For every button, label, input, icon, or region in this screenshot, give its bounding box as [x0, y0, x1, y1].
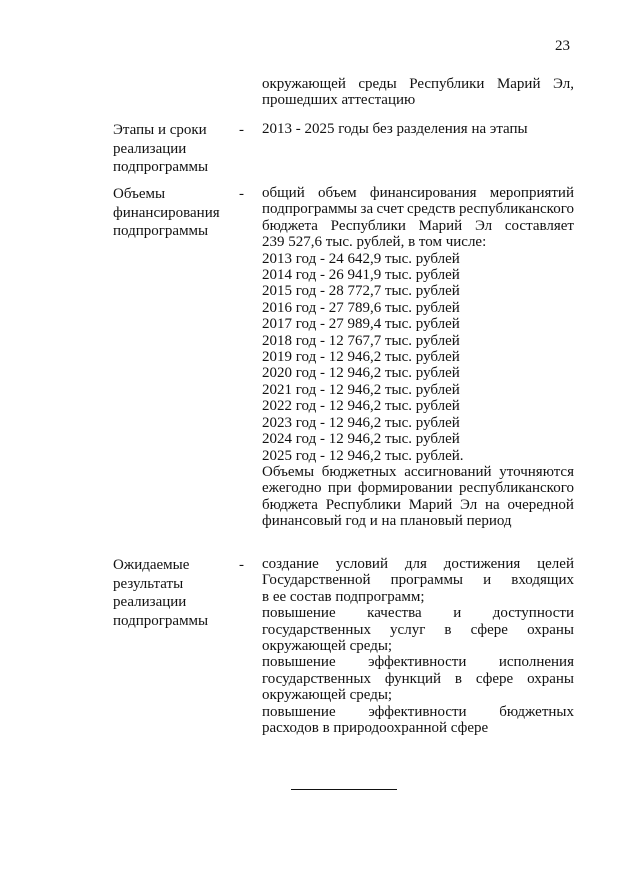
year-line: 2016 год - 27 789,6 тыс. рублей [262, 299, 460, 316]
word: эффективности [368, 703, 467, 720]
year-line: 2014 год - 26 941,9 тыс. рублей [262, 267, 460, 284]
word: охраны [527, 670, 574, 687]
content-line [262, 671, 574, 687]
word: окружающей [262, 76, 346, 92]
year-line: 2020 год - 12 946,2 тыс. рублей [262, 365, 460, 382]
word: входящих [511, 572, 574, 589]
content-line [262, 572, 574, 588]
section-dash: - [239, 122, 244, 138]
content-line [262, 464, 574, 480]
label-line: подпрограммы [113, 159, 209, 175]
content-line [262, 654, 574, 670]
word: государственных [262, 621, 371, 638]
section-content [262, 556, 574, 736]
label-line: результаты [113, 575, 184, 592]
word: при [327, 480, 352, 497]
word: в [454, 670, 462, 687]
word: составляет [504, 217, 574, 234]
word: повышение [262, 654, 336, 671]
word: ежегодно [262, 480, 322, 497]
word: формировании [357, 480, 453, 497]
section-dash: - [239, 186, 244, 202]
word: услуг [390, 621, 426, 638]
year-line: 2013 год - 24 642,9 тыс. рублей [262, 250, 460, 267]
word: на [485, 496, 500, 513]
word: функций [384, 670, 442, 687]
section-content [262, 185, 574, 530]
year-line: 2017 год - 27 989,4 тыс. рублей [262, 316, 460, 333]
word: эффективности [368, 654, 467, 671]
label-line: подпрограммы [113, 223, 209, 239]
word: бюджетных [321, 463, 397, 480]
year-line: 2025 год - 12 946,2 тыс. рублей. [262, 447, 464, 464]
word: бюджетных [499, 703, 574, 720]
content-line [262, 497, 574, 513]
word: сфере [470, 621, 508, 638]
word: качества [367, 605, 422, 622]
section-label [113, 185, 233, 241]
word: за [360, 201, 374, 218]
word: финансирования [369, 185, 477, 201]
label-line: реализации [113, 594, 187, 610]
word: Марий [496, 76, 541, 92]
content-line [262, 218, 574, 234]
word: программы [390, 572, 464, 589]
word: Республики [325, 496, 401, 513]
word: объем [317, 185, 357, 201]
word: республиканского [458, 201, 574, 218]
year-line: 2022 год - 12 946,2 тыс. рублей [262, 398, 460, 415]
year-line: 2019 год - 12 946,2 тыс. рублей [262, 349, 460, 366]
word: создание [262, 556, 319, 572]
label-line: реализации [113, 140, 187, 157]
word: ассигнований [404, 463, 492, 480]
word: Эл, [553, 76, 574, 92]
section-label [113, 556, 233, 630]
content-line: в ее состав подпрограмм; [262, 588, 425, 605]
label-line: Ожидаемые [113, 557, 190, 573]
content-line: 239 527,6 тыс. рублей, в том числе: [262, 234, 487, 251]
word: уточняются [499, 463, 574, 480]
word: исполнения [498, 654, 574, 671]
word: доступности [492, 605, 574, 622]
word: и [483, 572, 492, 589]
year-line: 2015 год - 28 772,7 тыс. рублей [262, 283, 460, 300]
page-number: 23 [555, 38, 570, 54]
content-line: 2013 - 2025 годы без разделения на этапы [262, 121, 528, 137]
word: подпрограммы [262, 201, 358, 218]
word: государственных [262, 670, 371, 687]
word: бюджета [262, 496, 318, 513]
intro-line: прошедших аттестацию [262, 92, 416, 109]
year-line: 2024 год - 12 946,2 тыс. рублей [262, 431, 460, 448]
word: бюджета [262, 217, 318, 234]
word: охраны [527, 621, 574, 638]
word: и [453, 605, 462, 622]
content-line [262, 605, 574, 621]
section-content [262, 121, 574, 137]
year-line: 2023 год - 12 946,2 тыс. рублей [262, 414, 460, 431]
label-line: финансирования [113, 204, 220, 221]
word: Эл [460, 496, 478, 513]
year-line: 2018 год - 12 767,7 тыс. рублей [262, 332, 460, 349]
word: Объемы [262, 463, 315, 480]
word: общий [262, 185, 305, 201]
content-line [262, 556, 574, 572]
word: Эл [474, 217, 493, 234]
word: Республики [409, 76, 485, 92]
word: очередной [507, 496, 574, 513]
intro-line [262, 76, 574, 92]
word: Марий [408, 496, 453, 513]
content-line: окружающей среды; [262, 687, 393, 704]
word: счет [376, 201, 404, 218]
content-line: финансовый год и на плановый период [262, 513, 512, 530]
word: повышение [262, 703, 336, 720]
word: мероприятий [489, 185, 574, 201]
section-label [113, 121, 233, 177]
word: Республики [330, 217, 406, 234]
word: среды [358, 76, 397, 92]
content-line [262, 201, 574, 217]
section-dash: - [239, 557, 244, 573]
word: условий [335, 556, 388, 572]
intro-content [262, 76, 574, 109]
label-line: Объемы [113, 186, 166, 202]
year-line: 2021 год - 12 946,2 тыс. рублей [262, 381, 460, 398]
word: достижения [443, 556, 521, 572]
word: повышение [262, 605, 336, 622]
word: сфере [475, 670, 514, 687]
word: в [444, 621, 452, 638]
word: Марий [418, 217, 463, 234]
word: Государственной [262, 572, 371, 589]
footer-divider [291, 789, 397, 790]
word: республиканского [458, 480, 574, 497]
content-line [262, 480, 574, 496]
word: для [404, 556, 427, 572]
content-line: расходов в природоохранной сфере [262, 720, 489, 737]
word: целей [537, 556, 574, 572]
content-line [262, 704, 574, 720]
content-line: окружающей среды; [262, 638, 393, 655]
label-line: Этапы и сроки [113, 122, 207, 138]
content-line [262, 622, 574, 638]
word: средств [407, 201, 456, 218]
label-line: подпрограммы [113, 612, 209, 629]
content-line [262, 185, 574, 201]
